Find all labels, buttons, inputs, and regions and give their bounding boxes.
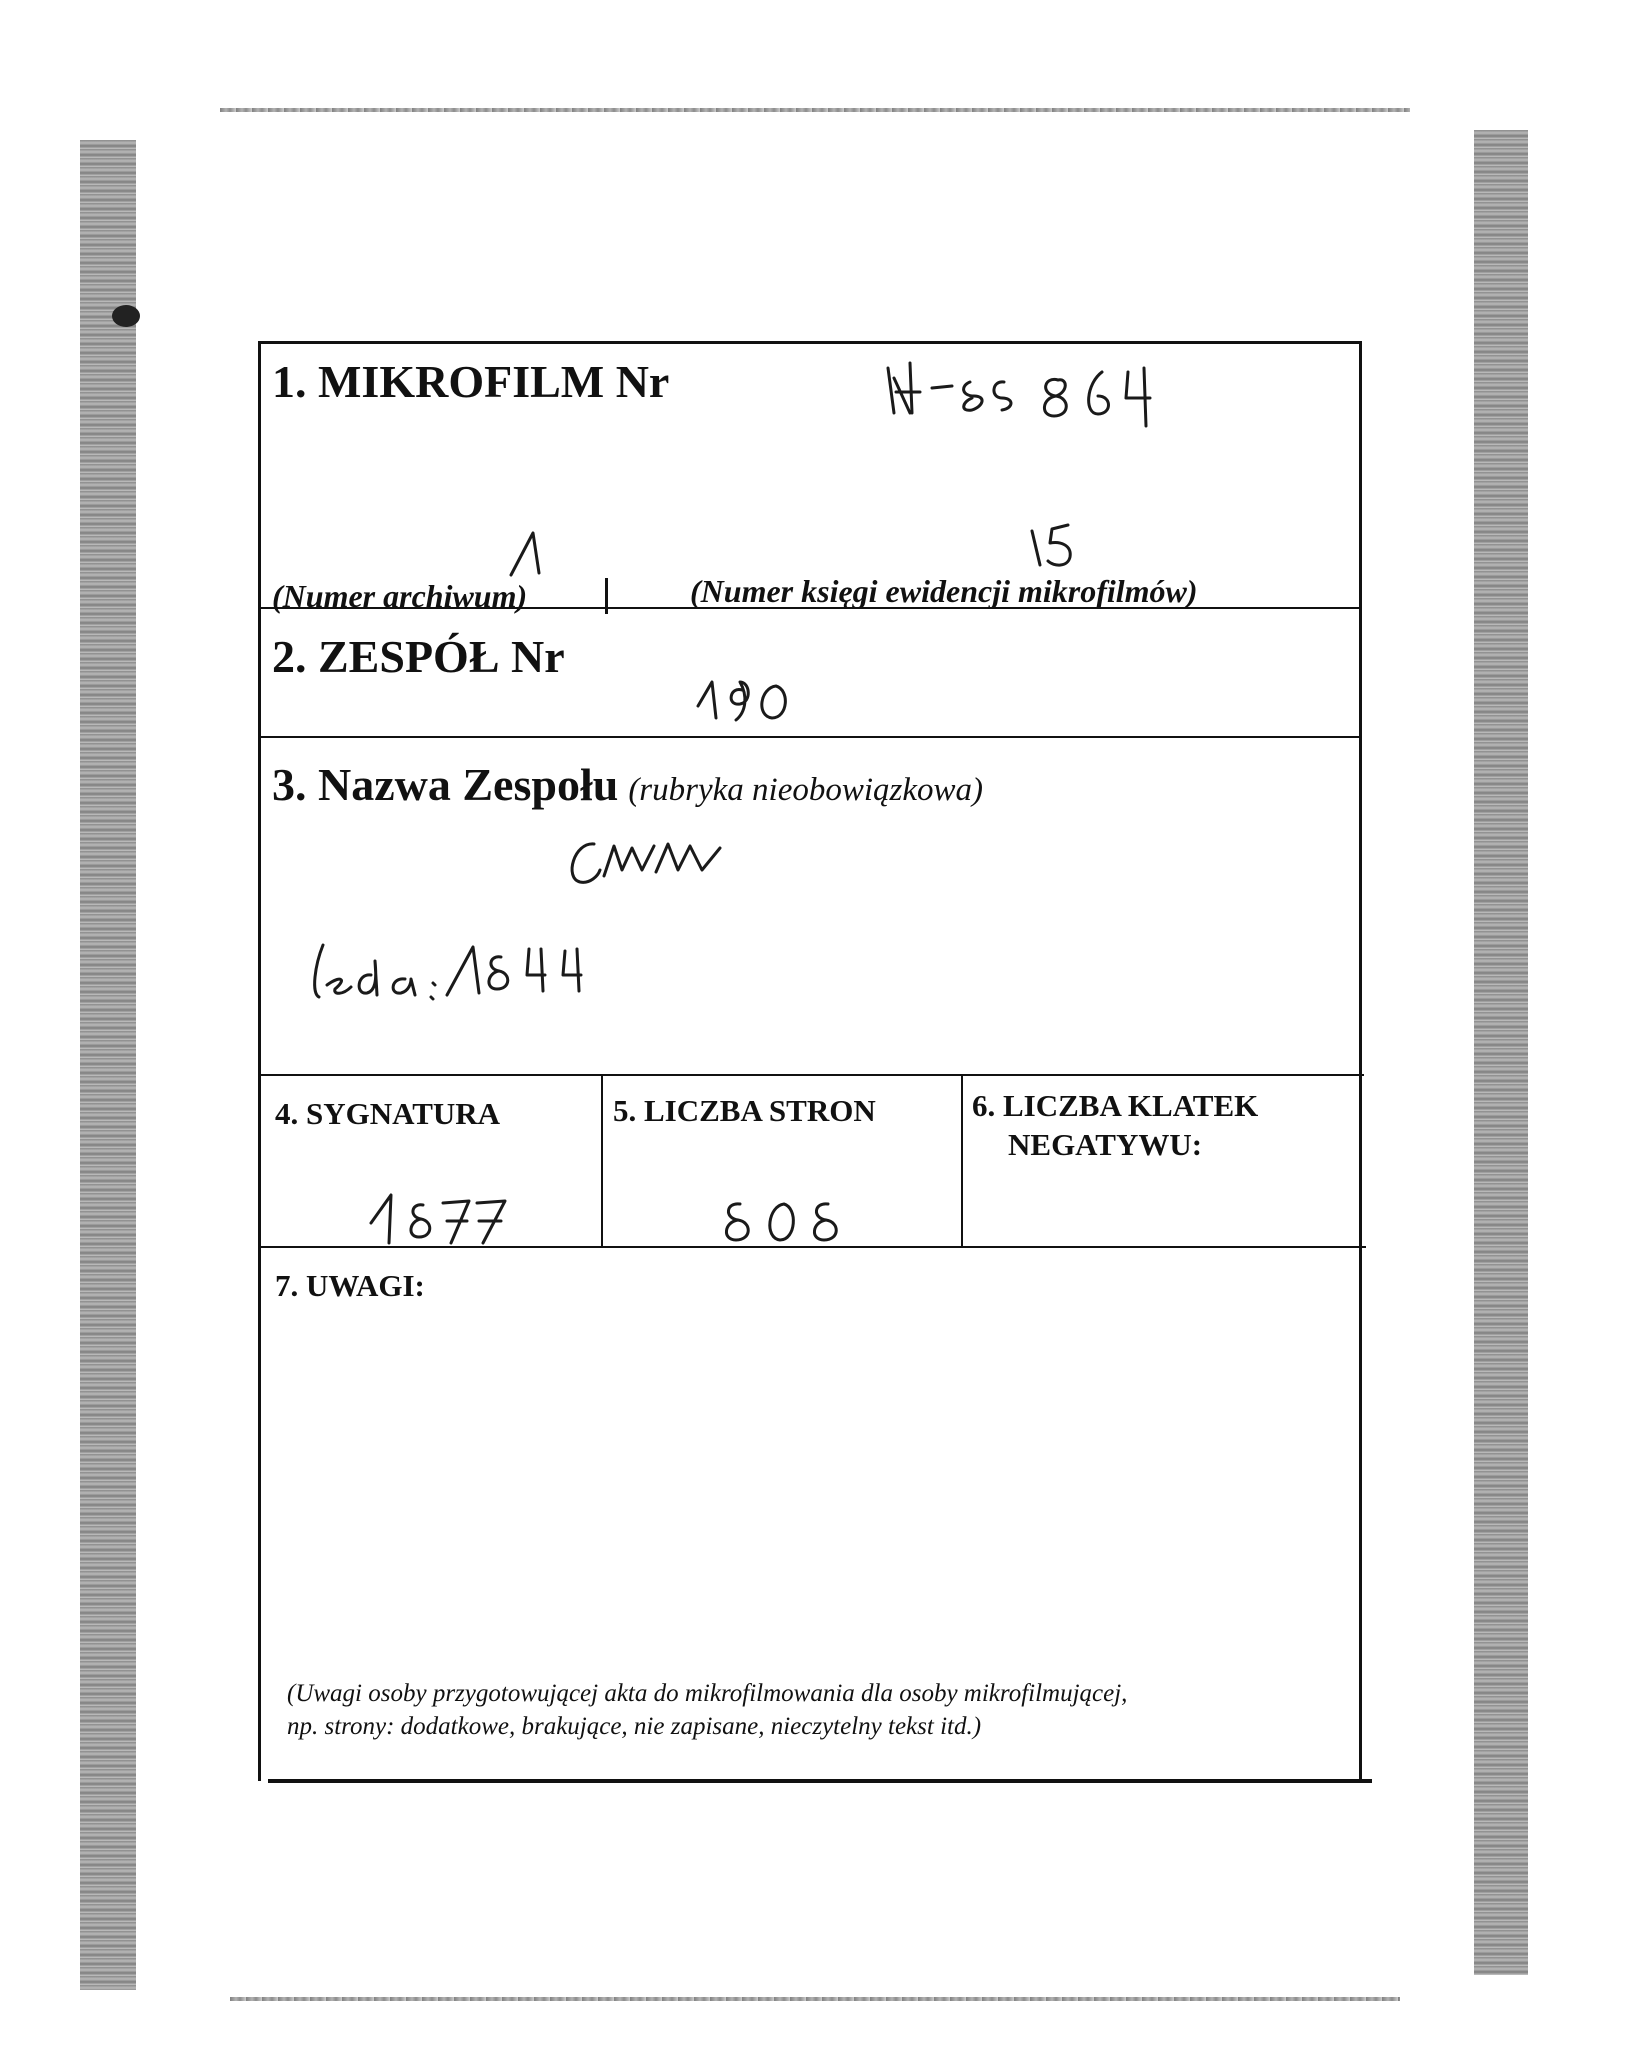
section6-title-line2: NEGATYWU: (1008, 1127, 1203, 1162)
section6-title-line1: 6. LICZBA KLATEK (972, 1088, 1259, 1123)
handwritten-ledger-number (1022, 515, 1102, 575)
ledger-number-label: (Numer księgi ewidencji mikrofilmów) (690, 573, 1198, 609)
bottom-scan-edge (230, 1997, 1400, 2001)
form-border-left (258, 341, 261, 1781)
ink-blot (112, 305, 140, 327)
handwritten-microfilm-number (880, 358, 1180, 428)
handwritten-fond-note (305, 935, 625, 1015)
divider-section3 (260, 1074, 1364, 1076)
section3-optional-note: (rubryka nieobowiązkowa) (628, 772, 984, 808)
separator-tick (605, 578, 608, 614)
divider-col-4-5 (601, 1076, 603, 1248)
left-scan-edge (80, 140, 136, 1990)
section7-footnote-line1: (Uwagi osoby przygotowującej akta do mikrofilmowania dla osoby mikrofilmującej, (287, 1680, 1128, 1707)
handwritten-page-count (710, 1190, 860, 1260)
handwritten-archive-number (505, 525, 565, 585)
form-border-bottom (268, 1779, 1372, 1783)
divider-section2 (260, 736, 1362, 738)
section5-title: 5. LICZBA STRON (613, 1093, 876, 1128)
handwritten-signature-number (365, 1185, 525, 1255)
top-scan-edge (220, 108, 1410, 112)
divider-col-5-6 (961, 1076, 963, 1248)
section3-heading (272, 758, 983, 811)
form-border-top (258, 341, 1362, 344)
handwritten-fond-name (560, 830, 740, 900)
section1-title: 1. MIKROFILM Nr (272, 356, 670, 407)
right-scan-edge (1474, 130, 1528, 1975)
handwritten-fond-number (690, 668, 810, 728)
section4-title: 4. SYGNATURA (275, 1096, 501, 1131)
form-border-right (1359, 341, 1362, 1781)
section7-title: 7. UWAGI: (275, 1268, 425, 1303)
section3-title: 3. Nazwa Zespołu (272, 759, 619, 810)
section2-title: 2. ZESPÓŁ Nr (272, 631, 565, 682)
section7-footnote-line2: np. strony: dodatkowe, brakujące, nie zapisane, nieczytelny tekst itd.) (287, 1713, 982, 1740)
archive-number-label: (Numer archiwum) (272, 578, 528, 614)
